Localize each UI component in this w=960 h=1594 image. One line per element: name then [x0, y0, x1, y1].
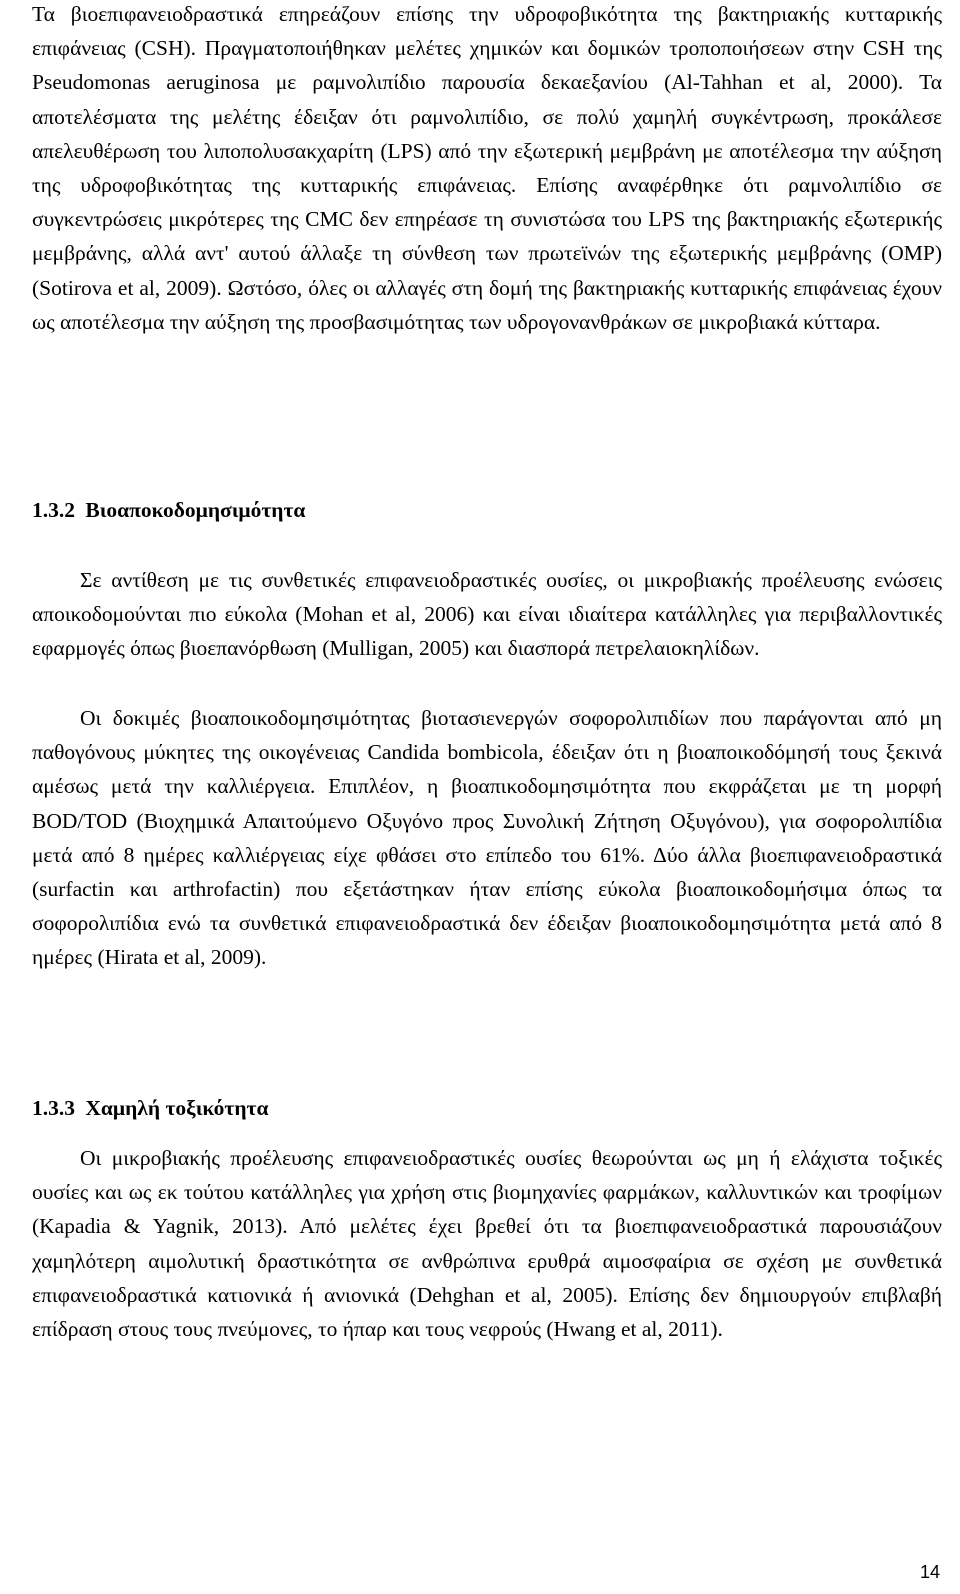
paragraph-low-toxicity: Οι μικροβιακής προέλευσης επιφανειοδραστικές ουσίες θεωρούνται ως μη ή ελάχιστα τοξικές ουσίες και ως εκ τούτου κατάλληλες για χρήση στις βιομηχανίες φαρμάκων, καλλυντικών και τροφίμων (Kapadia & Yagnik, 2013). Από μελέτες έχει βρεθεί ότι τα βιοεπιφανειοδραστικά παρουσιάζουν χαμηλότερη αιμολυτική δραστικότητα σε ανθρώπινα ερυθρά αιμοσφαίρια σε σχέση με συνθετικά επιφανειοδραστικά κατιονικά ή ανιονικά (Dehghan et al, 2005). Επίσης δεν δημιουργούν επιβλαβή επίδραση στους τους πνεύμονες, το ήπαρ και τους νεφρούς (Hwang et al, 2011). — [32, 1146, 942, 1342]
intro-paragraph: Τα βιοεπιφανειοδραστικά επηρεάζουν επίσης την υδροφοβικότητα της βακτηριακής κυτταρικής επιφάνειας (CSH). Πραγματοποιήθηκαν μελέτες χημικών και δομικών τροποποιήσεων στην CSH της Pseudomonas aeruginosa με ραμνολιπίδιο παρουσία δεκαεξανίου (Al-Tahhan et al, 2000). Τα αποτελέσματα της μελέτης έδειξαν ότι ραμνολιπίδιο, σε πολύ χαμηλή συγκέντρωση, προκάλεσε απελευθέρωση του λιποπολυσακχαρίτη (LPS) από την εξωτερική μεμβράνη με αποτέλεσμα την αύξηση της υδροφοβικότητας της κυτταρικής επιφάνειας. Επίσης αναφέρθηκε ότι ραμνολιπίδιο σε συγκεντρώσεις μικρότερες της CMC δεν επηρέασε τη συνιστώσα του LPS της βακτηριακής εξωτερικής μεμβράνης, αλλά αντ' αυτού άλλαξε τη σύνθεση των πρωτεϊνών της εξωτερικής μεμβράνης (OMP) (Sotirova et al, 2009). Ωστόσο, όλες οι αλλαγές στη δομή της βακτηριακής κυτταρικής επιφάνειας έχουν ως αποτέλεσμα την αύξηση της προσβασιμότητας των υδρογονανθράκων σε μικροβιακά κύτταρα. — [32, 2, 942, 334]
section-number: 1.3.3 — [32, 1096, 75, 1120]
paragraph-biodegradability-2: Οι δοκιμές βιοαποικοδομησιμότητας βιοτασιενεργών σοφορολιπιδίων που παράγονται από μη παθογόνους μύκητες της οικογένειας Candida bombicola, έδειξαν ότι η βιοαποικοδόμησή τους ξεκινά αμέσως μετά την καλλιέργεια. Επιπλέον, η βιοαπικοδομησιμότητα που εκφράζεται με τη μορφή BOD/TOD (Βιοχημικά Απαιτούμενο Οξυγόνο προς Συνολική Ζήτηση Οξυγόνου), για σοφορολιπίδια μετά από 8 ημέρες καλλιέργειας είχε φθάσει στο επίπεδο του 61%. Δύο άλλα βιοεπιφανειοδραστικά (surfactin και arthrofactin) που εξετάστηκαν ήταν επίσης εύκολα βιοαποικοδομήσιμα όπως τα σοφορολιπίδια ενώ τα συνθετικά επιφανειοδραστικά δεν έδειξαν βιοαποικοδομησιμότητα μετά από 8 ημέρες (Hirata et al, 2009). — [32, 706, 942, 970]
section-number: 1.3.2 — [32, 498, 75, 522]
section-title: Βιοαποκοδομησιμότητα — [85, 498, 306, 522]
paragraph-biodegradability-1: Σε αντίθεση με τις συνθετικές επιφανειοδραστικές ουσίες, οι μικροβιακής προέλευσης ενώσεις αποικοδομούνται πιο εύκολα (Mohan et al, 2006) και είναι ιδιαίτερα κατάλληλες για περιβαλλοντικές εφαρμογές όπως βιοεπανόρθωση (Mulligan, 2005) και διασπορά πετρελαιοκηλίδων. — [32, 568, 942, 661]
section-heading-1-3-2 — [32, 493, 305, 527]
section-title: Χαμηλή τοξικότητα — [85, 1096, 269, 1120]
section-heading-1-3-3 — [32, 1091, 268, 1125]
page-number: 14 — [919, 1562, 940, 1582]
